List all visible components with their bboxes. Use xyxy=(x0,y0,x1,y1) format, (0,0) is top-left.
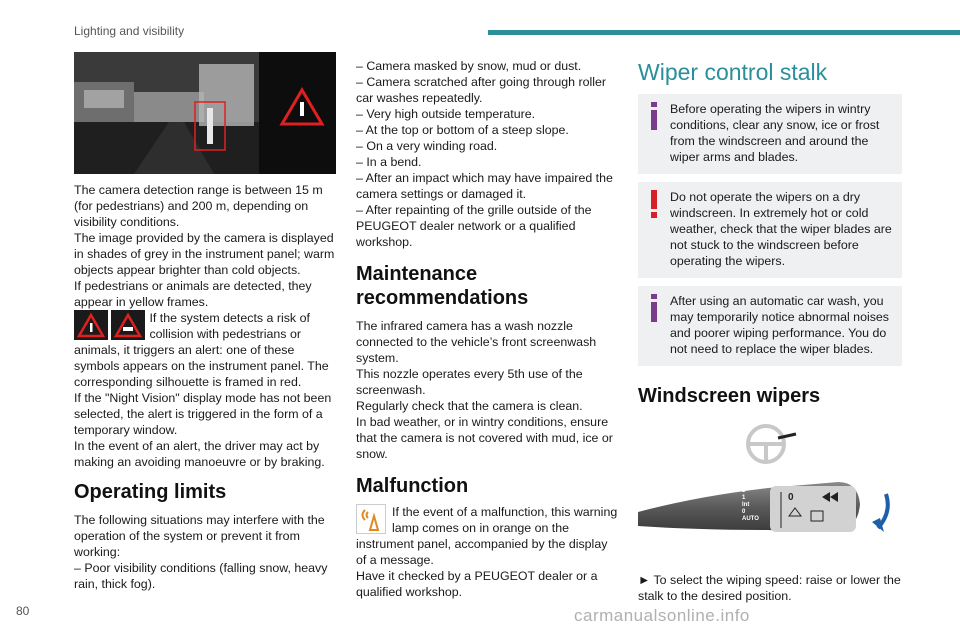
stalk-positions xyxy=(742,488,759,523)
limit-item: – Camera scratched after going through roller car washes repeatedly. xyxy=(356,75,607,105)
limit-item-visibility: – Poor visibility conditions (falling snow, heavy rain, thick fog). xyxy=(74,561,328,591)
frames-text: If pedestrians or animals are detected, they appear in yellow frames. xyxy=(74,279,312,309)
rear-washer-icon xyxy=(810,510,824,522)
warning-icon xyxy=(647,190,661,218)
wiper-stalk-heading: Wiper control stalk xyxy=(638,59,828,85)
limit-item: – Camera masked by snow, mud or dust. xyxy=(356,59,582,73)
note-text: After using an automatic car wash, you may temporarily notice abnormal noises and poorer wiping performance. You do not need to replace the wiper blades. xyxy=(670,294,889,356)
middle-column xyxy=(356,58,618,600)
washer-icon xyxy=(788,506,802,518)
limit-item: – At the top or bottom of a steep slope. xyxy=(356,123,569,137)
wiper-stalk-illustration xyxy=(638,474,902,546)
limit-item: – After an impact which may have impaired the camera settings or damaged it. xyxy=(356,171,613,201)
info-note-carwash xyxy=(638,286,902,366)
limit-item: – In a bend. xyxy=(356,155,422,169)
malfunction-paragraph xyxy=(356,504,618,568)
limits-intro-text: The following situations may interfere with the operation of the system or prevent it from working: xyxy=(74,513,325,559)
maintenance-text: In bad weather, or in wintry conditions, ensure that the camera is not covered with mud, ice or snow. xyxy=(356,415,613,461)
maintenance-text: This nozzle operates every 5th use of the screenwash. xyxy=(356,367,583,397)
stalk-label: 1 xyxy=(742,495,746,501)
info-icon xyxy=(647,102,661,130)
limit-item: – On a very winding road. xyxy=(356,139,498,153)
alert-paragraph xyxy=(74,310,336,390)
left-column xyxy=(74,52,336,592)
malfunction-heading: Malfunction xyxy=(356,475,469,497)
alert-symbols xyxy=(74,310,145,340)
image-description-text: The image provided by the camera is displayed in shades of grey in the instrument panel; warm objects appear brighter than cold objects. xyxy=(74,231,335,277)
animal-warning-icon xyxy=(111,310,145,340)
stalk-label: 0 xyxy=(742,509,746,515)
limit-item: – After repainting of the grille outside of the PEUGEOT dealer network or a qualified workshop. xyxy=(356,203,592,249)
maintenance-text: The infrared camera has a wash nozzle connected to the vehicle’s front screenwash system. xyxy=(356,319,597,365)
maintenance-text: Regularly check that the camera is clean. xyxy=(356,399,583,413)
night-vision-text: If the "Night Vision" display mode has not been selected, the alert is triggered in the form of a temporary window. xyxy=(74,391,332,437)
pedestrian-warning-icon xyxy=(74,310,108,340)
driver-action-text: In the event of an alert, the driver may act by making an avoiding manoeuvre or by braking. xyxy=(74,439,325,469)
steering-wheel-icon xyxy=(738,422,798,468)
wiper-stalk-drawing xyxy=(638,474,902,546)
maintenance-heading: Maintenance recommendations xyxy=(356,263,529,309)
alert-text: If the system detects a risk of collision with pedestrians or animals, it triggers an alert: one of these symbols appears on the instrument panel. The corresponding silhouette is framed in red. xyxy=(74,311,329,389)
malfunction-check-text: Have it checked by a PEUGEOT dealer or a qualified workshop. xyxy=(356,569,598,599)
watermark: carmanualsonline.info xyxy=(574,606,750,625)
header-accent-bar xyxy=(488,30,960,35)
windscreen-wipers-heading: Windscreen wipers xyxy=(638,385,821,407)
wiping-speed-instruction: ► To select the wiping speed: raise or lower the stalk to the desired position. xyxy=(638,573,901,603)
info-icon xyxy=(647,294,661,322)
rewind-arrows-icon xyxy=(822,492,838,502)
detection-range-text: The camera detection range is between 15 m (for pedestrians) and 200 m, depending on visibility conditions. xyxy=(74,183,323,229)
night-vision-warning-lamp-icon xyxy=(356,504,386,534)
thermal-camera-image xyxy=(74,52,336,174)
page-number: 80 xyxy=(16,604,30,618)
warning-note-dry xyxy=(638,182,902,278)
note-text: Before operating the wipers in wintry conditions, clear any snow, ice or frost from the windscreen and around the wiper arms and blades. xyxy=(670,102,880,164)
malfunction-text: If the event of a malfunction, this warning lamp comes on in orange on the instrument panel, accompanied by the display of a message. xyxy=(356,505,618,567)
stalk-label: Int xyxy=(742,502,750,508)
info-note-wintry xyxy=(638,94,902,174)
limit-item: – Very high outside temperature. xyxy=(356,107,536,121)
right-column xyxy=(638,58,902,604)
stalk-label: 2 xyxy=(742,488,746,494)
stalk-label: AUTO xyxy=(742,516,759,522)
section-header: Lighting and visibility xyxy=(74,24,185,38)
operating-limits-heading: Operating limits xyxy=(74,481,227,503)
stalk-ring-zero: 0 xyxy=(788,492,794,503)
note-text: Do not operate the wipers on a dry windscreen. In extremely hot or cold weather, check that the wiper blades are not stuck to the windscreen before operating the wipers. xyxy=(670,190,892,268)
